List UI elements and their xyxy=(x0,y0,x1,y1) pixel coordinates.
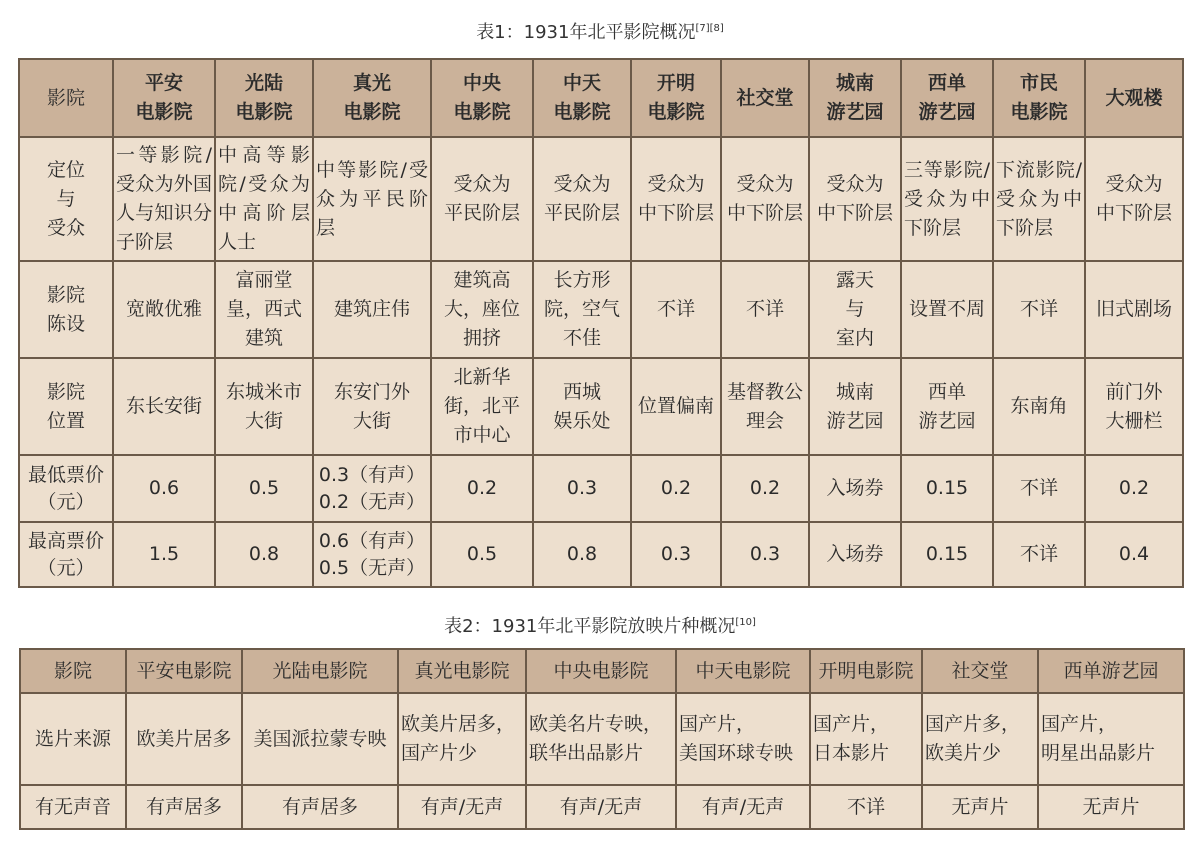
table1-cell: 受众为 中下阶层 xyxy=(631,137,721,261)
table1-cell: 前门外 大栅栏 xyxy=(1085,358,1183,455)
table1-cell: 长方形 院，空气 不佳 xyxy=(533,261,631,358)
table2-row-label: 选片来源 xyxy=(20,693,126,785)
table2 xyxy=(19,648,1185,830)
table1-cell: 0.15 xyxy=(901,455,993,522)
table2-row-label: 有无声音 xyxy=(20,785,126,829)
table1-caption-ref: [7][8] xyxy=(695,23,724,34)
table1-cell: 0.6（有声） 0.5（无声） xyxy=(313,522,431,587)
table1-header-cell: 西单 游艺园 xyxy=(901,59,993,137)
table2-cell: 有声/无声 xyxy=(526,785,676,829)
table1-header-row xyxy=(19,59,1183,137)
table1-cell: 北新华 街，北平 市中心 xyxy=(431,358,533,455)
table1-cell: 露天 与 室内 xyxy=(809,261,901,358)
table1-cell: 受众为 平民阶层 xyxy=(431,137,533,261)
table1-cell: 0.2 xyxy=(631,455,721,522)
table1-cell: 0.3 xyxy=(631,522,721,587)
table1-cell: 受众为 中下阶层 xyxy=(809,137,901,261)
table1-row-label: 最低票价 （元） xyxy=(19,455,113,522)
table2-header-row xyxy=(20,649,1184,693)
table1-cell: 下流影院/受众为中下阶层 xyxy=(993,137,1085,261)
table1-cell: 一等影院/受众为外国人与知识分子阶层 xyxy=(113,137,215,261)
table2-row xyxy=(20,693,1184,785)
table2-caption xyxy=(0,612,1200,638)
table1-cell: 受众为 中下阶层 xyxy=(721,137,809,261)
table1-cell: 不详 xyxy=(721,261,809,358)
table2-cell: 有声/无声 xyxy=(676,785,810,829)
table1-caption xyxy=(0,18,1200,44)
table1-header-cell: 城南 游艺园 xyxy=(809,59,901,137)
table1-cell: 0.3 xyxy=(721,522,809,587)
table2-header-cell: 西单游艺园 xyxy=(1038,649,1184,693)
table2-header-lead: 影院 xyxy=(20,649,126,693)
table1-cell: 0.3 xyxy=(533,455,631,522)
table1-cell: 不详 xyxy=(631,261,721,358)
table1-row-label: 影院 陈设 xyxy=(19,261,113,358)
table1-cell: 东城米市 大街 xyxy=(215,358,313,455)
table1-cell: 建筑庄伟 xyxy=(313,261,431,358)
table1-header-cell: 光陆 电影院 xyxy=(215,59,313,137)
table2-cell: 有声居多 xyxy=(242,785,398,829)
table1-cell: 0.4 xyxy=(1085,522,1183,587)
table1-cell: 0.5 xyxy=(215,455,313,522)
table1-caption-text: 表1：1931年北平影院概况 xyxy=(476,22,696,43)
table2-header-cell: 中央电影院 xyxy=(526,649,676,693)
table2-header-cell: 真光电影院 xyxy=(398,649,526,693)
table1-cell: 受众为 平民阶层 xyxy=(533,137,631,261)
table1-cell: 城南 游艺园 xyxy=(809,358,901,455)
table2-header-cell: 中天电影院 xyxy=(676,649,810,693)
table1-cell: 0.15 xyxy=(901,522,993,587)
table1-cell: 旧式剧场 xyxy=(1085,261,1183,358)
table2-cell: 美国派拉蒙专映 xyxy=(242,693,398,785)
table1-row xyxy=(19,358,1183,455)
table1-header-cell: 中央 电影院 xyxy=(431,59,533,137)
table2-cell: 不详 xyxy=(810,785,922,829)
table2-header-cell: 社交堂 xyxy=(922,649,1038,693)
table1-cell: 中等影院/受众为平民阶层 xyxy=(313,137,431,261)
table1-row xyxy=(19,455,1183,522)
table1-cell: 西城 娱乐处 xyxy=(533,358,631,455)
table2-row xyxy=(20,785,1184,829)
table1-row-label: 最高票价 （元） xyxy=(19,522,113,587)
table1-row xyxy=(19,137,1183,261)
table1-cell: 不详 xyxy=(993,455,1085,522)
table1-cell: 西单 游艺园 xyxy=(901,358,993,455)
table2-cell: 无声片 xyxy=(1038,785,1184,829)
table2-header-cell: 平安电影院 xyxy=(126,649,242,693)
table1-header-cell: 市民 电影院 xyxy=(993,59,1085,137)
table1-cell: 设置不周 xyxy=(901,261,993,358)
table1-cell: 三等影院/受众为中下阶层 xyxy=(901,137,993,261)
table2-cell: 欧美名片专映， 联华出品影片 xyxy=(526,693,676,785)
table2-header-cell: 开明电影院 xyxy=(810,649,922,693)
table1-header-cell: 中天 电影院 xyxy=(533,59,631,137)
table2-cell: 国产片多， 欧美片少 xyxy=(922,693,1038,785)
table2-caption-text: 表2：1931年北平影院放映片种概况 xyxy=(444,616,736,637)
table1-header-cell: 真光 电影院 xyxy=(313,59,431,137)
table2-cell: 有声/无声 xyxy=(398,785,526,829)
table1-cell: 建筑高 大，座位 拥挤 xyxy=(431,261,533,358)
table1-cell: 东南角 xyxy=(993,358,1085,455)
table2-caption-ref: [10] xyxy=(735,617,756,628)
table1-cell: 0.8 xyxy=(215,522,313,587)
table1-row-label: 影院 位置 xyxy=(19,358,113,455)
table1-row xyxy=(19,261,1183,358)
table1 xyxy=(18,58,1184,588)
table1-cell: 东长安街 xyxy=(113,358,215,455)
table2-cell: 有声居多 xyxy=(126,785,242,829)
table1-cell: 0.6 xyxy=(113,455,215,522)
table2-cell: 欧美片居多 xyxy=(126,693,242,785)
table1-cell: 不详 xyxy=(993,261,1085,358)
table1-cell: 1.5 xyxy=(113,522,215,587)
table1-header-lead: 影院 xyxy=(19,59,113,137)
table1-cell: 东安门外 大街 xyxy=(313,358,431,455)
table1-cell: 宽敞优雅 xyxy=(113,261,215,358)
table1-cell: 不详 xyxy=(993,522,1085,587)
table2-cell: 国产片， 日本影片 xyxy=(810,693,922,785)
table1-cell: 0.3（有声） 0.2（无声） xyxy=(313,455,431,522)
table1-cell: 受众为 中下阶层 xyxy=(1085,137,1183,261)
table1-cell: 0.2 xyxy=(721,455,809,522)
table1-cell: 富丽堂 皇，西式 建筑 xyxy=(215,261,313,358)
table1-cell: 0.2 xyxy=(1085,455,1183,522)
table1-cell: 0.2 xyxy=(431,455,533,522)
table2-cell: 国产片， 明星出品影片 xyxy=(1038,693,1184,785)
table2-cell: 国产片， 美国环球专映 xyxy=(676,693,810,785)
table1-cell: 中高等影院/受众为中高阶层人士 xyxy=(215,137,313,261)
table1-cell: 基督教公 理会 xyxy=(721,358,809,455)
table1-cell: 入场券 xyxy=(809,522,901,587)
table2-header-cell: 光陆电影院 xyxy=(242,649,398,693)
table1-cell: 0.8 xyxy=(533,522,631,587)
table1-cell: 0.5 xyxy=(431,522,533,587)
table1-cell: 入场券 xyxy=(809,455,901,522)
table1-header-cell: 开明 电影院 xyxy=(631,59,721,137)
table2-cell: 无声片 xyxy=(922,785,1038,829)
table1-header-cell: 平安 电影院 xyxy=(113,59,215,137)
table2-cell: 欧美片居多， 国产片少 xyxy=(398,693,526,785)
table1-row-label: 定位 与 受众 xyxy=(19,137,113,261)
table1-row xyxy=(19,522,1183,587)
table1-header-cell: 大观楼 xyxy=(1085,59,1183,137)
table1-cell: 位置偏南 xyxy=(631,358,721,455)
table1-header-cell: 社交堂 xyxy=(721,59,809,137)
